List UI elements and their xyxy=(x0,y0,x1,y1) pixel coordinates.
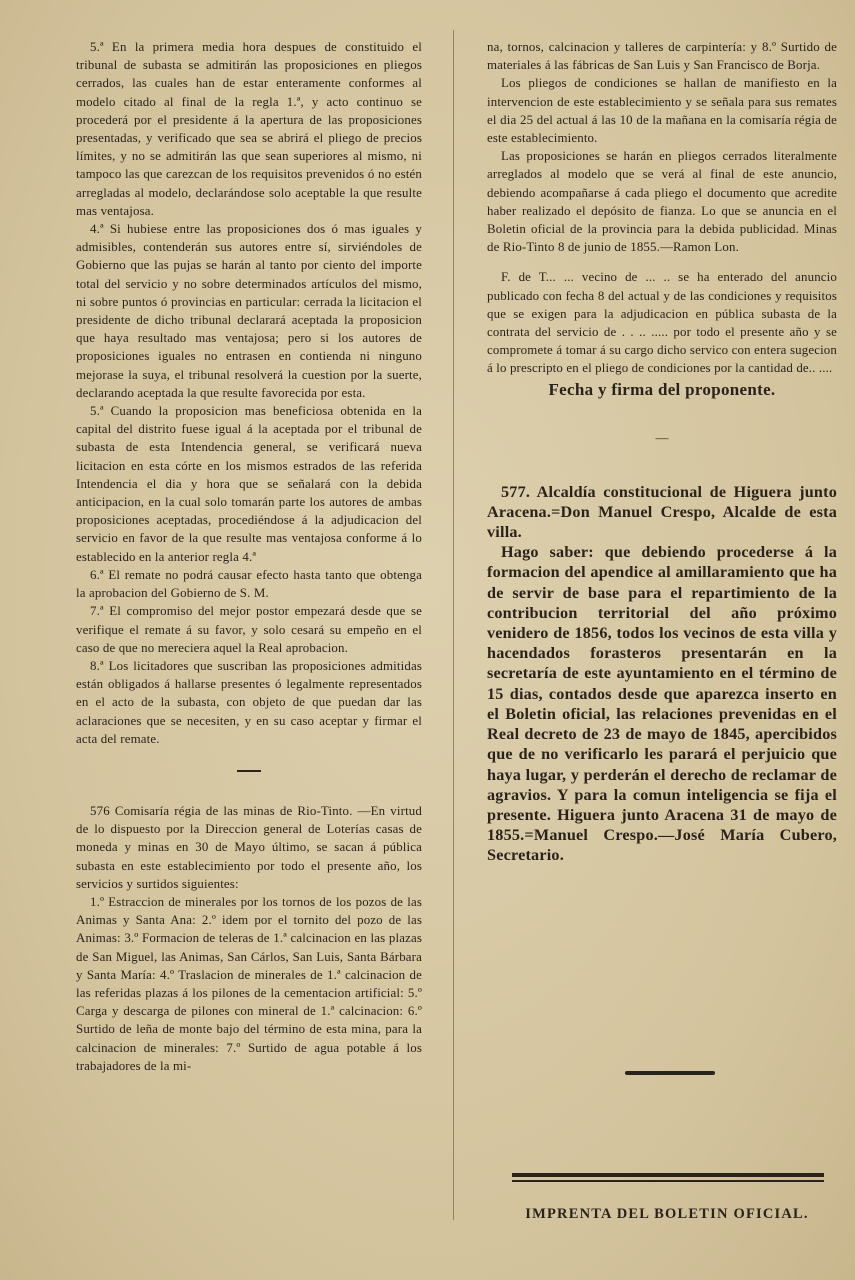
rule-4-paragraph: 4.ª Si hubiese entre las proposiciones dos ó mas iguales y admisibles, contenderán sus autores entre sí, sirviéndoles de Gobierno que las pujas se harán al tanto por ciento del importe total del servicio y no sobre determinados artículos del mismo, ni sobre puntos ó provincias en particular: cerrada la licitacion el presidente de dicho tribunal declarará aceptada la proposicion que haya resultado mas ventajosa; pero si los autores de proposiciones iguales no entrasen en contienda ni ninguno mejorase la suya, el tribunal resolverá la cuestion por la suerte, declarando aceptada la que resulte favorecida por esta. xyxy=(76,222,422,400)
double-rule-bottom xyxy=(512,1180,824,1182)
proposiciones-paragraph: Las proposiciones se harán en pliegos cerrados literalmente arreglados al modelo que se verá al final de este anuncio, debiendo acompañarse á cada pliego el documento que acredite haber realizado el depósito de fianza. Lo que se anuncia en el Boletin oficial de la provincia para la debida publicidad. Minas de Rio-Tinto 8 de junio de 1855.—Ramon Lon. xyxy=(487,149,837,255)
notice-576-list: 1.º Estraccion de minerales por los tornos de los pozos de las Animas y Santa Ana: 2.º idem por el tornito del pozo de las Animas: 3.º Formacion de teleras de 1.ª calcinacion en las plazas de San Miguel, las Animas, San Cárlos, San Luis, Santa Bárbara y Santa María: 4.º Traslacion de minerales de 1.ª calcinacion de las referidas plazas á los pilones de la cementacion artificial: 5.º Carga y descarga de pilones con mineral de 1.ª calcinacion: 6.º Surtido de leña de monte bajo del término de esta mina, para la calcinacion de minerales: 7.º Surtido de agua potable á los trabajadores de la mi- xyxy=(76,894,422,1073)
rule-5-paragraph: 5.ª En la primera media hora despues de constituido el tribunal de subasta se admitirán las proposiciones en pliegos cerrados, las cuales han de estar enteramente conformes al modelo citado al final de la regla 1.ª, y acto continuo se procederá por el presidente á la apertura de las proposiciones presentadas, y verificado que sea se abrirá el pliego de precios límites, y no se admitirán las que sean superiores al mismo, ni tampoco las que carezcan de los requisitos prevenidos ó no estén arregladas al modelo, declarándose solo aceptable la que resulte mas ventajosa. xyxy=(76,40,422,218)
column-divider xyxy=(453,30,454,1220)
right-column xyxy=(487,38,837,866)
printer-imprint: IMPRENTA DEL BOLETIN OFICIAL. xyxy=(525,1206,809,1222)
rule-7-paragraph: 7.ª El compromiso del mejor postor empezará desde que se verifique el remate á su favor, y solo cesará su empeño en el caso de que no mereciera aquel la Real aprobacion. xyxy=(76,604,422,655)
notice-577-heading: 577. Alcaldía constitucional de Higuera junto Aracena.=Don Manuel Crespo, Alcalde de esta villa. xyxy=(487,482,837,542)
model-paragraph: F. de T... ... vecino de ... .. se ha enterado del anuncio publicado con fecha 8 del actual y de las condiciones y requisitos que se exigen para la adjudicacion en pública subasta de la contrata del servicio de . . .. ..... por todo el presente año y se compromete á tomar á su cargo dicho servico con entera sugecion á lo prescripto en el pliego de condiciones por la cantidad de.. .... xyxy=(487,270,837,376)
rule-8-paragraph: 8.ª Los licitadores que suscriban las proposiciones admitidas están obligados á hallarse presentes ó legalmente representados en el acto de la subasta, con objeto de que puedan dar las aclaraciones que se necesiten, y en su caso aceptar y firmar el acta del remate. xyxy=(76,658,422,746)
ornament-rule xyxy=(625,1071,715,1075)
dash-separator: — xyxy=(655,429,669,445)
continuation-paragraph: na, tornos, calcinacion y talleres de carpintería: y 8.º Surtido de materiales á las fábricas de San Luis y San Francisco de Borja. xyxy=(487,40,837,73)
signature-line: Fecha y firma del proponente. xyxy=(548,379,776,399)
double-rule-top xyxy=(512,1173,824,1177)
notice-577-body: Hago saber: que debiendo procederse á la formacion del apendice al amillaramiento que ha de servir de base para el repartimiento de la contribucion territorial del año próximo venidero de 1856, todos los vecinos de esta villa y hacendados forasteros presentarán en la secretaría de este ayuntamiento en el término de 15 dias, contados desde que aparezca inserto en el Boletin oficial, las relaciones prevenidas en el Real decreto de 23 de mayo de 1845, apercibidos que de no verificarlo les parará el perjuicio que haya lugar, y perderán el derecho de reclamar de agravios. Y para la comun inteligencia se fija el presente. Higuera junto Aracena 31 de mayo de 1855.=Manuel Crespo.—José María Cubero, Secretario. xyxy=(487,543,837,865)
rule-5b-paragraph: 5.ª Cuando la proposicion mas beneficiosa obtenida en la capital del distrito fuese igual á la aceptada por el tribunal de subasta de esta Intendencia general, se verificará nueva licitacion en esta córte en los mismos estrados de las referida Intendencia el dia y hora que se señalará con la debida anticipacion, en la cual solo tomarán parte los autores de ambas proposiciones aceptadas, procediéndose á la adjudicacion del servicio en favor de la que resulte mas ventajosa conforme á lo establecido en la anterior regla 4.ª xyxy=(76,404,422,564)
notice-576-paragraph: 576 Comisaría régia de las minas de Rio-Tinto. —En virtud de lo dispuesto por la Direccion general de Loterías casas de moneda y minas en 30 de Mayo último, se sacan á pública subasta en este establecimiento por todo el presente año, los servicios y surtidos siguientes: xyxy=(76,803,422,891)
pliegos-paragraph: Los pliegos de condiciones se hallan de manifiesto en la intervencion de este establecimiento y se señala para sus remates el dia 25 del actual á las 10 de la mañana en la comisaría régia de este establecimiento. xyxy=(487,76,837,146)
left-column xyxy=(76,38,422,1075)
rule-6-paragraph: 6.ª El remate no podrá causar efecto hasta tanto que obtenga la aprobacion del Gobierno de S. M. xyxy=(76,567,422,601)
